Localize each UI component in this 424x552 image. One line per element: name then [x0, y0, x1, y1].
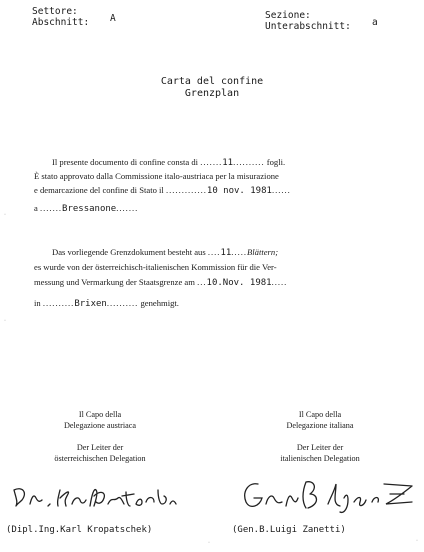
italian-line-4: a .......Bressanone.......: [34, 203, 139, 214]
german-line-1: Das vorliegende Grenzdokument besteht aus ....11.....Blättern;: [52, 247, 279, 258]
italian-it-line-2: Delegazione italiana: [286, 420, 354, 430]
title-italian: Carta del confine: [160, 76, 264, 87]
italian-signature: [236, 474, 416, 516]
title-german: Grenzplan: [184, 88, 240, 99]
italian-it-line-1: Il Capo della: [298, 410, 342, 419]
austrian-signatory-name: (Dipl.Ing.Karl Kropatschek): [6, 525, 153, 535]
german-sheets-value: 11: [220, 248, 232, 258]
abschnitt-label: Abschnitt:: [32, 17, 90, 28]
austrian-delegation-block: [30, 410, 170, 464]
italian-place-value: Bressanone: [62, 204, 117, 214]
sector-value: A: [110, 13, 116, 24]
austrian-de-line-2: österreichischen Delegation: [54, 453, 146, 463]
austrian-signature: [8, 480, 183, 512]
italian-delegation-block: [250, 410, 390, 464]
german-line-4: in ..........Brixen.......... genehmigt.: [34, 298, 179, 309]
german-line-2: es wurde von der österreichisch-italienischen Kommission für die Ver-: [34, 262, 277, 272]
italian-sheets-value: 11: [222, 158, 234, 168]
margin-mark-bottom: ·: [208, 540, 210, 546]
margin-mark-right: ·: [416, 538, 418, 544]
sezione-label: Sezione:: [265, 10, 311, 21]
austrian-de-line-1: Der Leiter der: [76, 443, 124, 452]
austrian-it-line-1: Il Capo della: [78, 410, 122, 419]
italian-de-line-1: Der Leiter der: [296, 443, 344, 452]
margin-mark-left-2: ·: [4, 318, 6, 324]
subsection-value: a: [372, 17, 378, 28]
italian-line-3: e demarcazione del confine di Stato il .............10 nov. 1981......: [34, 185, 291, 196]
italian-de-line-2: italienischen Delegation: [280, 453, 360, 463]
margin-mark-left: ·: [4, 212, 6, 218]
settore-label: Settore:: [32, 6, 78, 17]
italian-date-value: 10 nov. 1981: [206, 186, 272, 196]
italian-line-1: Il presente documento di confine consta di .......11.......... fogli.: [52, 157, 286, 168]
german-date-value: 10.Nov. 1981: [206, 278, 272, 288]
italian-line-2: È stato approvato dalla Commissione italo-austriaca per la misurazione: [34, 171, 279, 181]
german-place-value: Brixen: [74, 299, 107, 309]
austrian-it-line-2: Delegazione austriaca: [63, 420, 137, 430]
italian-signatory-name: (Gen.B.Luigi Zanetti): [232, 525, 346, 535]
unterabschnitt-label: Unterabschnitt:: [265, 21, 351, 32]
german-line-3: messung und Vermarkung der Staatsgrenze am ...10.Nov. 1981.....: [34, 277, 288, 288]
